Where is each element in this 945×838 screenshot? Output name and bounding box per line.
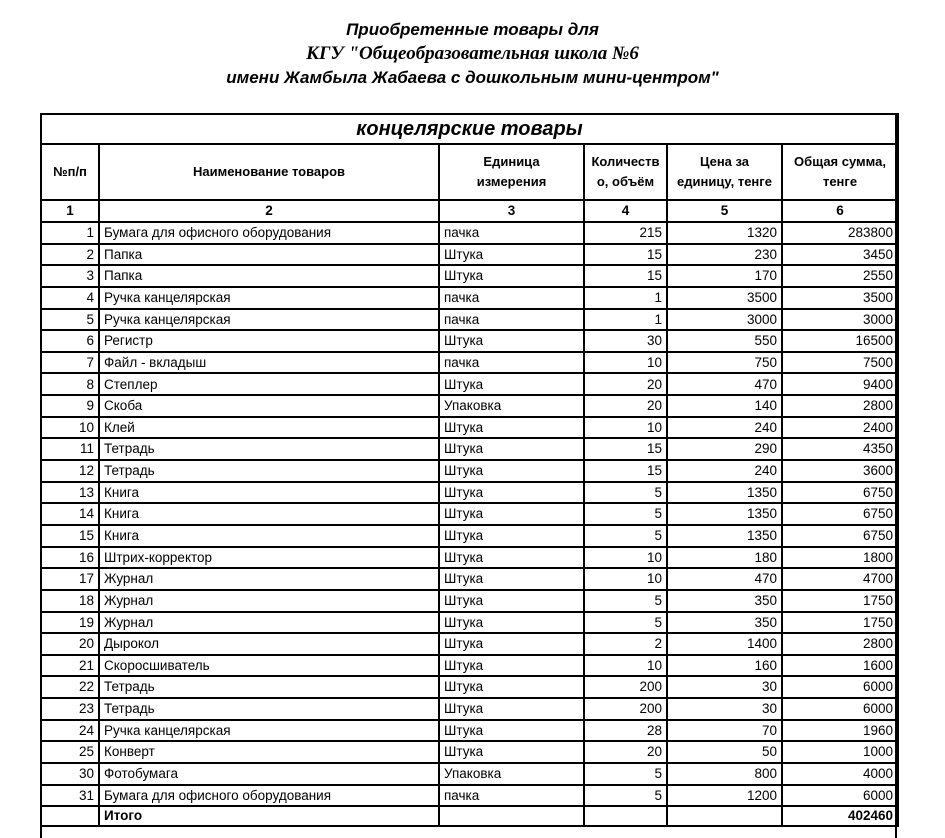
table-row	[41, 244, 898, 266]
row-number: 6	[41, 330, 99, 352]
item-sum: 1600	[782, 655, 898, 677]
item-unit: Упаковка	[439, 395, 584, 417]
row-number: 10	[41, 417, 99, 439]
row-number: 16	[41, 547, 99, 569]
item-quantity: 28	[584, 720, 667, 742]
item-name: Бумага для офисного оборудования	[99, 222, 439, 244]
table-row	[41, 482, 898, 504]
item-name: Ручка канцелярская	[99, 720, 439, 742]
item-name: Папка	[99, 244, 439, 266]
item-sum: 1750	[782, 612, 898, 634]
item-sum: 6750	[782, 503, 898, 525]
item-quantity: 15	[584, 438, 667, 460]
item-sum: 1000	[782, 741, 898, 763]
item-name: Скоросшиватель	[99, 655, 439, 677]
table-row	[41, 655, 898, 677]
item-price: 750	[667, 352, 782, 374]
table-row	[41, 676, 898, 698]
document-title	[0, 18, 945, 90]
item-price: 1320	[667, 222, 782, 244]
item-sum: 2800	[782, 395, 898, 417]
column-number: 5	[667, 200, 782, 222]
item-price: 350	[667, 612, 782, 634]
item-name: Тетрадь	[99, 698, 439, 720]
table-row	[41, 741, 898, 763]
item-quantity: 20	[584, 395, 667, 417]
item-sum: 3500	[782, 287, 898, 309]
item-quantity: 10	[584, 655, 667, 677]
item-name: Ручка канцелярская	[99, 309, 439, 331]
item-quantity: 5	[584, 612, 667, 634]
column-number: 3	[439, 200, 584, 222]
row-number: 22	[41, 676, 99, 698]
item-price: 170	[667, 265, 782, 287]
row-number: 20	[41, 633, 99, 655]
item-quantity: 200	[584, 698, 667, 720]
row-number: 7	[41, 352, 99, 374]
item-sum: 2400	[782, 417, 898, 439]
row-number: 2	[41, 244, 99, 266]
item-name: Дырокол	[99, 633, 439, 655]
item-sum: 3450	[782, 244, 898, 266]
item-unit: Штука	[439, 676, 584, 698]
item-name: Книга	[99, 525, 439, 547]
item-price: 550	[667, 330, 782, 352]
item-unit: Штука	[439, 568, 584, 590]
table-row	[41, 547, 898, 569]
item-unit: Штука	[439, 525, 584, 547]
header-name: Наименование товаров	[99, 144, 439, 200]
title-line-1: Приобретенные товары для	[346, 20, 599, 39]
item-name: Журнал	[99, 590, 439, 612]
row-number: 25	[41, 741, 99, 763]
item-name: Журнал	[99, 568, 439, 590]
item-price: 1200	[667, 785, 782, 807]
total-price-cell	[667, 806, 782, 826]
item-sum: 16500	[782, 330, 898, 352]
table-row	[41, 417, 898, 439]
item-name: Регистр	[99, 330, 439, 352]
table-row	[41, 503, 898, 525]
item-unit: пачка	[439, 785, 584, 807]
item-unit: Штука	[439, 330, 584, 352]
item-name: Тетрадь	[99, 676, 439, 698]
table-row	[41, 590, 898, 612]
item-unit: Штука	[439, 503, 584, 525]
item-sum: 3600	[782, 460, 898, 482]
row-number: 13	[41, 482, 99, 504]
header-unit: Единица измерения	[439, 144, 584, 200]
item-price: 230	[667, 244, 782, 266]
item-name: Скоба	[99, 395, 439, 417]
item-unit: Штука	[439, 720, 584, 742]
item-sum: 2800	[782, 633, 898, 655]
item-quantity: 215	[584, 222, 667, 244]
item-sum: 9400	[782, 373, 898, 395]
item-unit: Штука	[439, 244, 584, 266]
column-number: 1	[41, 200, 99, 222]
row-number: 9	[41, 395, 99, 417]
item-sum: 4350	[782, 438, 898, 460]
table-row	[41, 612, 898, 634]
item-price: 800	[667, 763, 782, 785]
item-price: 30	[667, 676, 782, 698]
section-title: концелярские товары	[41, 114, 898, 144]
item-price: 30	[667, 698, 782, 720]
item-name: Файл - вкладыш	[99, 352, 439, 374]
item-unit: Штука	[439, 547, 584, 569]
table-row	[41, 330, 898, 352]
total-sum: 402460	[782, 806, 898, 826]
row-number: 4	[41, 287, 99, 309]
item-unit: Упаковка	[439, 763, 584, 785]
header-qty: Количеств о, объём	[584, 144, 667, 200]
table-row	[41, 568, 898, 590]
title-line-3: имени Жамбыла Жабаева с дошкольным мини-центром"	[226, 68, 719, 87]
row-number: 24	[41, 720, 99, 742]
row-number: 19	[41, 612, 99, 634]
table-body	[41, 222, 898, 806]
item-unit: Штука	[439, 633, 584, 655]
row-number: 14	[41, 503, 99, 525]
table-row	[41, 222, 898, 244]
item-price: 50	[667, 741, 782, 763]
item-unit: Штука	[439, 698, 584, 720]
item-sum: 6750	[782, 525, 898, 547]
item-quantity: 20	[584, 373, 667, 395]
table-row	[41, 763, 898, 785]
item-quantity: 30	[584, 330, 667, 352]
row-number: 21	[41, 655, 99, 677]
item-unit: Штука	[439, 655, 584, 677]
row-number: 8	[41, 373, 99, 395]
item-unit: Штука	[439, 460, 584, 482]
item-quantity: 1	[584, 309, 667, 331]
item-quantity: 5	[584, 482, 667, 504]
item-name: Фотобумага	[99, 763, 439, 785]
item-sum: 6000	[782, 676, 898, 698]
item-price: 3500	[667, 287, 782, 309]
table-row	[41, 352, 898, 374]
item-quantity: 5	[584, 763, 667, 785]
item-unit: Штука	[439, 373, 584, 395]
item-quantity: 2	[584, 633, 667, 655]
item-price: 1350	[667, 525, 782, 547]
total-unit-cell	[439, 806, 584, 826]
item-unit: Штука	[439, 741, 584, 763]
item-name: Книга	[99, 482, 439, 504]
item-name: Бумага для офисного оборудования	[99, 785, 439, 807]
row-number: 5	[41, 309, 99, 331]
item-name: Тетрадь	[99, 438, 439, 460]
item-name: Конверт	[99, 741, 439, 763]
total-qty-cell	[584, 806, 667, 826]
table-row	[41, 373, 898, 395]
table-row	[41, 309, 898, 331]
total-no-cell	[41, 806, 99, 826]
row-number: 1	[41, 222, 99, 244]
item-unit: Штука	[439, 417, 584, 439]
row-number: 17	[41, 568, 99, 590]
item-quantity: 5	[584, 503, 667, 525]
table-row	[41, 698, 898, 720]
header-sum: Общая сумма, тенге	[782, 144, 898, 200]
item-sum: 2550	[782, 265, 898, 287]
item-sum: 3000	[782, 309, 898, 331]
table-row	[41, 785, 898, 807]
column-number: 4	[584, 200, 667, 222]
item-price: 240	[667, 417, 782, 439]
item-name: Ручка канцелярская	[99, 287, 439, 309]
item-price: 470	[667, 373, 782, 395]
table-row	[41, 460, 898, 482]
table-row	[41, 287, 898, 309]
item-unit: пачка	[439, 352, 584, 374]
item-unit: пачка	[439, 287, 584, 309]
item-unit: Штука	[439, 438, 584, 460]
title-line-2: КГУ "Общеобразовательная школа №6	[306, 43, 639, 64]
item-name: Штрих-корректор	[99, 547, 439, 569]
item-price: 160	[667, 655, 782, 677]
item-sum: 1960	[782, 720, 898, 742]
row-number: 11	[41, 438, 99, 460]
item-quantity: 15	[584, 244, 667, 266]
item-sum: 6000	[782, 785, 898, 807]
item-name: Тетрадь	[99, 460, 439, 482]
item-quantity: 10	[584, 352, 667, 374]
row-number: 3	[41, 265, 99, 287]
row-number: 31	[41, 785, 99, 807]
item-price: 1350	[667, 503, 782, 525]
item-unit: Штука	[439, 265, 584, 287]
item-name: Журнал	[99, 612, 439, 634]
header-price: Цена за единицу, тенге	[667, 144, 782, 200]
item-name: Папка	[99, 265, 439, 287]
item-unit: пачка	[439, 309, 584, 331]
item-price: 240	[667, 460, 782, 482]
item-price: 290	[667, 438, 782, 460]
item-sum: 4700	[782, 568, 898, 590]
item-quantity: 5	[584, 785, 667, 807]
row-number: 12	[41, 460, 99, 482]
item-sum: 4000	[782, 763, 898, 785]
column-number: 6	[782, 200, 898, 222]
item-price: 1350	[667, 482, 782, 504]
column-numbers-row	[41, 200, 898, 222]
header-no: №п/п	[41, 144, 99, 200]
item-quantity: 20	[584, 741, 667, 763]
item-quantity: 10	[584, 568, 667, 590]
item-price: 140	[667, 395, 782, 417]
item-price: 1400	[667, 633, 782, 655]
item-price: 350	[667, 590, 782, 612]
item-quantity: 10	[584, 417, 667, 439]
item-unit: Штука	[439, 482, 584, 504]
item-unit: Штука	[439, 612, 584, 634]
item-name: Степлер	[99, 373, 439, 395]
item-quantity: 10	[584, 547, 667, 569]
row-number: 30	[41, 763, 99, 785]
item-unit: Штука	[439, 590, 584, 612]
total-row	[41, 806, 898, 826]
table-row	[41, 525, 898, 547]
item-quantity: 1	[584, 287, 667, 309]
table-row	[41, 438, 898, 460]
item-price: 470	[667, 568, 782, 590]
item-sum: 283800	[782, 222, 898, 244]
item-quantity: 200	[584, 676, 667, 698]
item-sum: 7500	[782, 352, 898, 374]
item-sum: 1800	[782, 547, 898, 569]
item-price: 70	[667, 720, 782, 742]
goods-table	[40, 113, 899, 827]
item-quantity: 5	[584, 525, 667, 547]
item-quantity: 5	[584, 590, 667, 612]
table-row	[41, 720, 898, 742]
row-number: 15	[41, 525, 99, 547]
item-quantity: 15	[584, 460, 667, 482]
item-sum: 1750	[782, 590, 898, 612]
item-sum: 6750	[782, 482, 898, 504]
item-sum: 6000	[782, 698, 898, 720]
item-price: 180	[667, 547, 782, 569]
table-row	[41, 395, 898, 417]
item-price: 3000	[667, 309, 782, 331]
column-number: 2	[99, 200, 439, 222]
table-row	[41, 633, 898, 655]
row-number: 23	[41, 698, 99, 720]
table-row	[41, 265, 898, 287]
total-label: Итого	[99, 806, 439, 826]
item-name: Книга	[99, 503, 439, 525]
row-number: 18	[41, 590, 99, 612]
item-quantity: 15	[584, 265, 667, 287]
item-unit: пачка	[439, 222, 584, 244]
item-name: Клей	[99, 417, 439, 439]
